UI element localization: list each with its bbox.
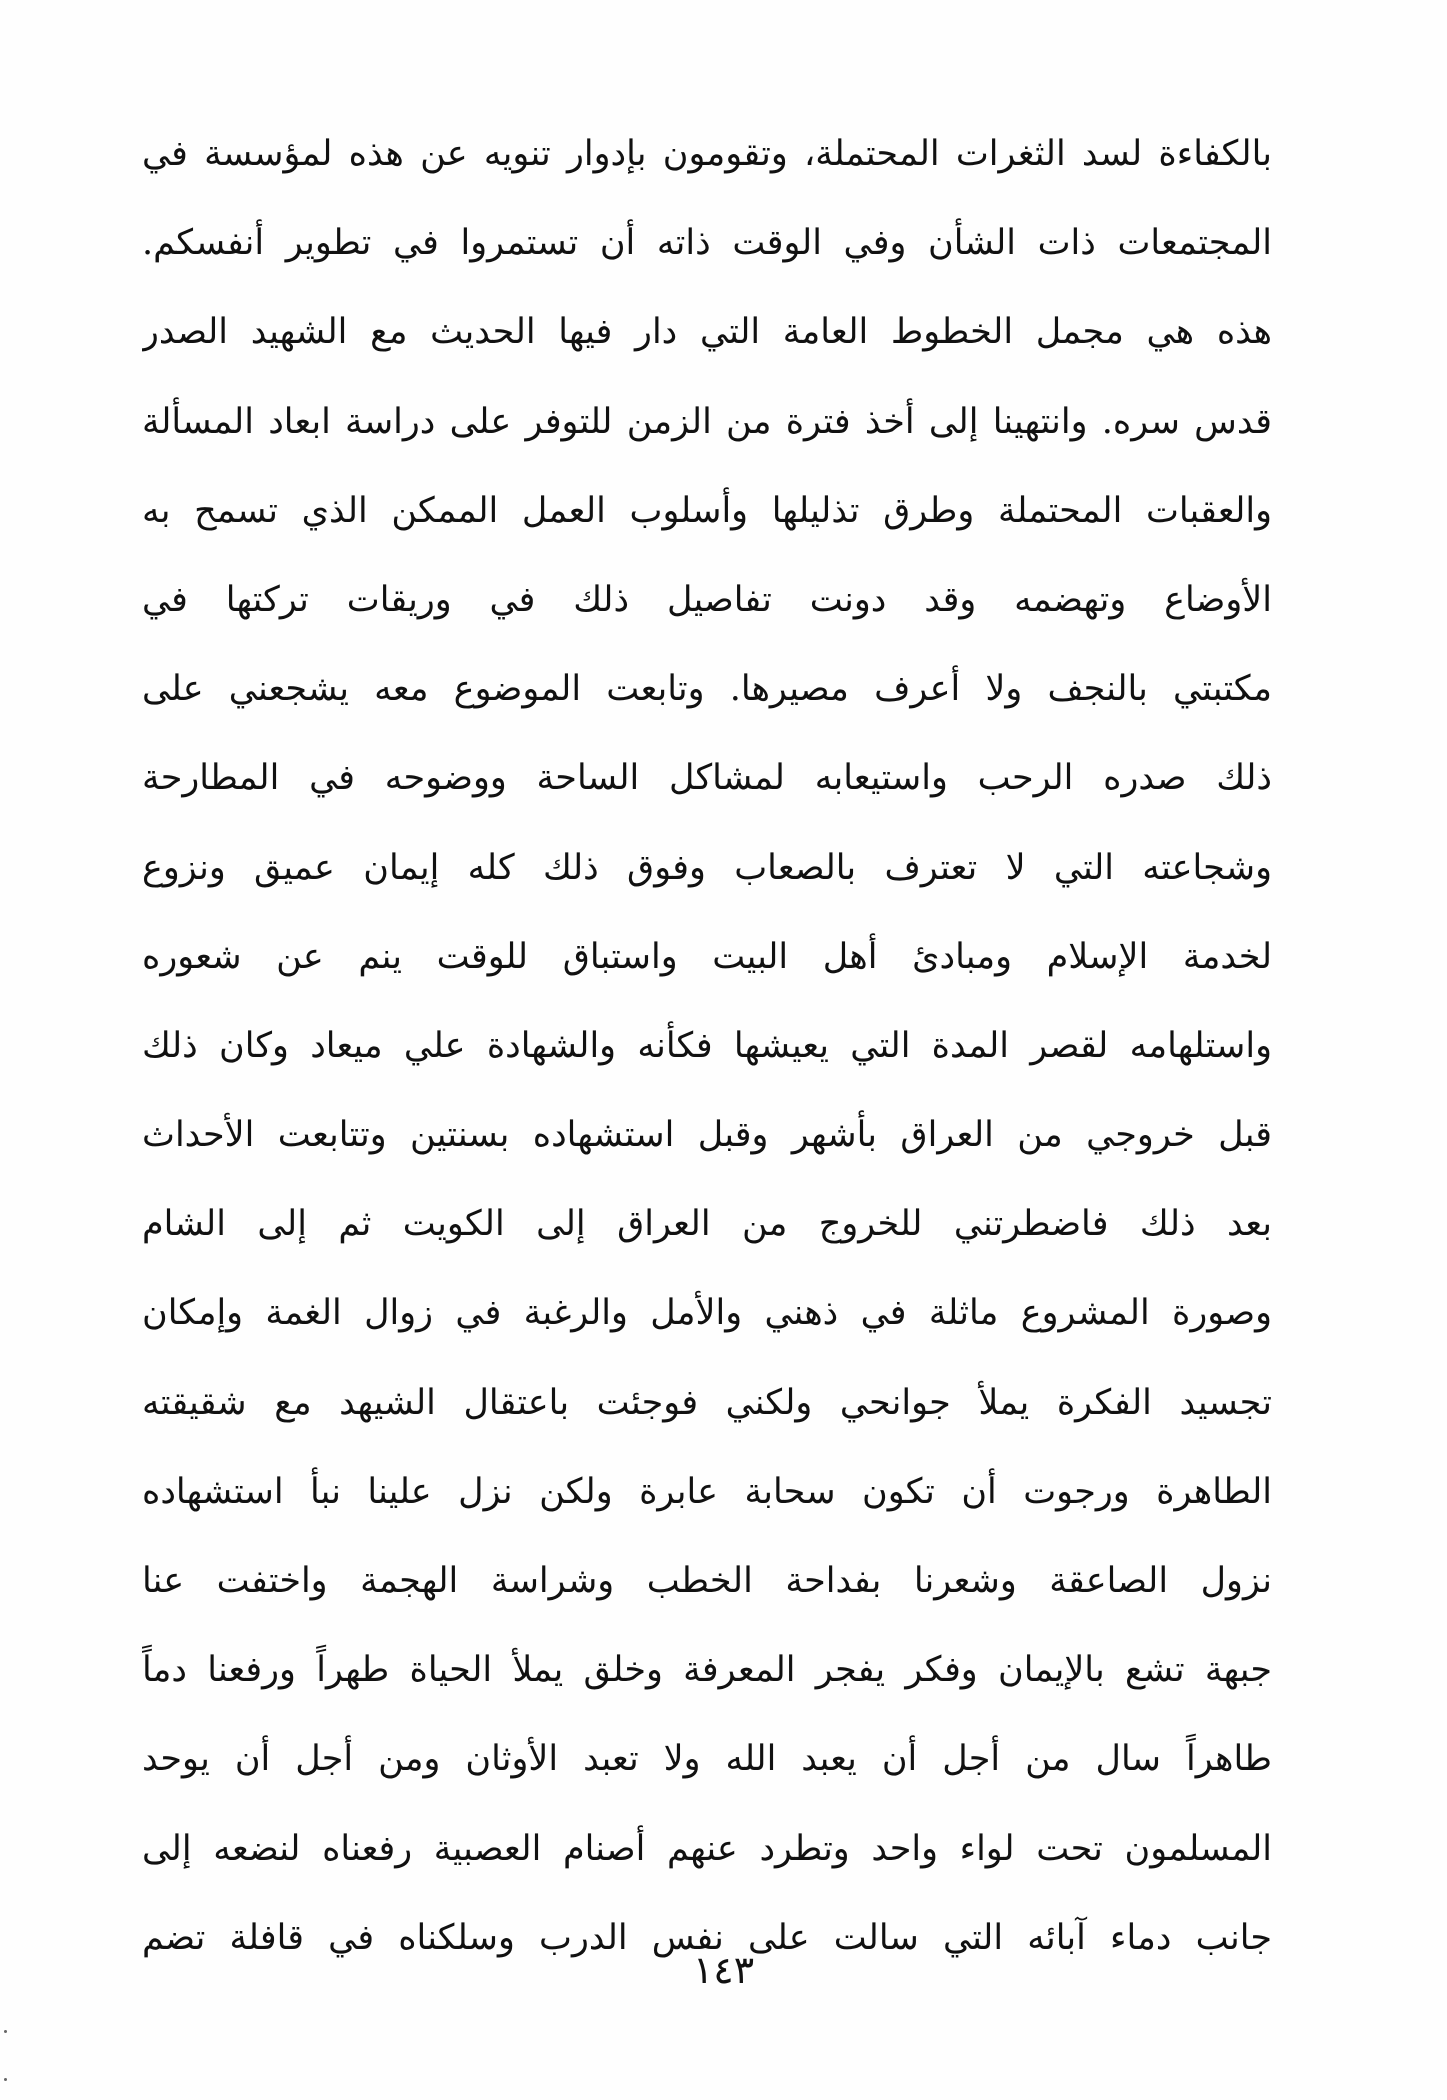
- text-line: والعقبات المحتملة وطرق تذليلها وأسلوب العمل الممكن الذي تسمح به: [142, 490, 1272, 531]
- text-line: وشجاعته التي لا تعترف بالصعاب وفوق ذلك كله إيمان عميق ونزوع: [142, 847, 1272, 888]
- text-line: تجسيد الفكرة يملأ جوانحي ولكني فوجئت باعتقال الشيهد مع شقيقته: [142, 1382, 1272, 1423]
- text-line: قبل خروجي من العراق بأشهر وقبل استشهاده بسنتين وتتابعت الأحداث: [142, 1115, 1272, 1156]
- text-line: لخدمة الإسلام ومبادئ أهل البيت واستباق للوقت ينم عن شعوره: [142, 936, 1272, 977]
- text-line: قدس سره. وانتهينا إلى أخذ فترة من الزمن للتوفر على دراسة ابعاد المسألة: [142, 401, 1272, 442]
- text-line: وصورة المشروع ماثلة في ذهني والأمل والرغبة في زوال الغمة وإمكان: [142, 1293, 1272, 1334]
- text-line: الأوضاع وتهضمه وقد دونت تفاصيل ذلك في وريقات تركتها في: [142, 579, 1272, 620]
- text-line: المجتمعات ذات الشأن وفي الوقت ذاته أن تستمروا في تطوير أنفسكم.: [142, 223, 1272, 264]
- text-line: المسلمون تحت لواء واحد وتطرد عنهم أصنام العصبية رفعناه لنضعه إلى: [142, 1828, 1272, 1869]
- text-line: هذه هي مجمل الخطوط العامة التي دار فيها الحديث مع الشهيد الصدر: [142, 312, 1272, 353]
- text-line: الطاهرة ورجوت أن تكون سحابة عابرة ولكن نزل علينا نبأ استشهاده: [142, 1471, 1272, 1512]
- text-line: طاهراً سال من أجل أن يعبد الله ولا تعبد الأوثان ومن أجل أن يوحد: [142, 1739, 1272, 1780]
- text-line: واستلهامه لقصر المدة التي يعيشها فكأنه والشهادة علي ميعاد وكان ذلك: [142, 1025, 1272, 1066]
- text-line: جبهة تشع بالإيمان وفكر يفجر المعرفة وخلق يملأ الحياة طهراً ورفعنا دماً: [142, 1650, 1272, 1691]
- margin-dot: [4, 2030, 7, 2033]
- page-number: ١٤٣: [692, 1948, 755, 1992]
- text-line: بالكفاءة لسد الثغرات المحتملة، وتقومون بإدوار تنويه عن هذه لمؤسسة في: [142, 134, 1272, 174]
- text-line: مكتبتي بالنجف ولا أعرف مصيرها. وتابعت الموضوع معه يشجعني على: [142, 669, 1272, 710]
- text-line: جانب دماء آبائه التي سالت على نفس الدرب وسلكناه في قافلة تضم: [142, 1917, 1272, 1958]
- body-text: [142, 110, 1272, 1983]
- margin-dot: [4, 2078, 7, 2081]
- text-line: بعد ذلك فاضطرتني للخروج من العراق إلى الكويت ثم إلى الشام: [142, 1204, 1272, 1245]
- text-line: نزول الصاعقة وشعرنا بفداحة الخطب وشراسة الهجمة واختفت عنا: [142, 1561, 1272, 1601]
- text-line: ذلك صدره الرحب واستيعابه لمشاكل الساحة ووضوحه في المطارحة: [142, 758, 1272, 799]
